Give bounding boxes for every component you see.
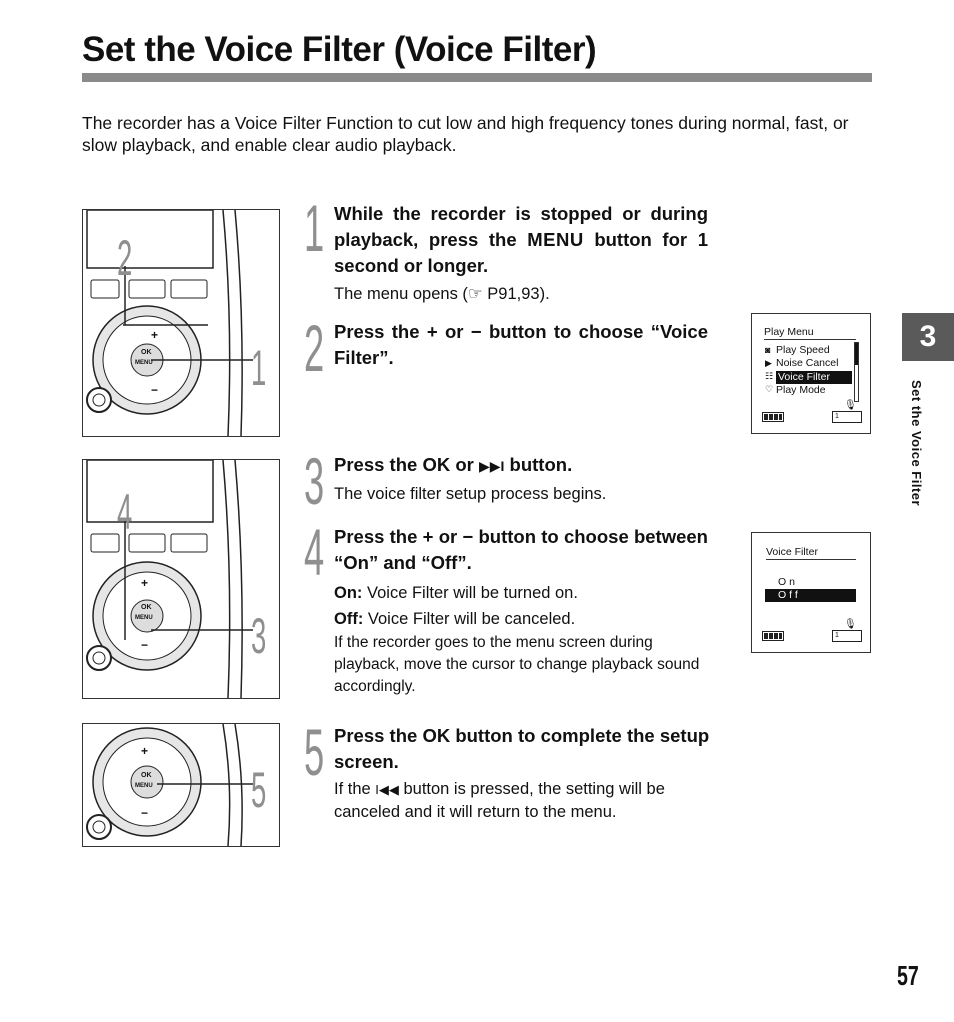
lcd-item-icons bbox=[765, 344, 775, 398]
plus-button-label: + bbox=[141, 744, 149, 758]
lcd-menu-item: Play Speed bbox=[776, 344, 830, 356]
step-2-heading bbox=[334, 319, 708, 371]
step-text: Press the bbox=[334, 454, 423, 475]
lcd-option-selected: O f f bbox=[765, 589, 856, 602]
ok-button-label: OK bbox=[141, 349, 152, 356]
step-text: Press the bbox=[334, 321, 427, 342]
step-text: or bbox=[450, 454, 479, 475]
step-1-sub: The menu opens (☞ P91,93). bbox=[334, 285, 550, 303]
step-text: button to choose between “On” and “Off”. bbox=[334, 526, 708, 573]
step-5-heading bbox=[334, 723, 712, 775]
lcd-divider bbox=[764, 339, 856, 340]
off-label: Off: bbox=[334, 610, 364, 628]
step-4-heading bbox=[334, 524, 708, 576]
plus-icon: + bbox=[426, 321, 438, 342]
step-text: button to choose “Voice Filter”. bbox=[334, 321, 709, 368]
on-text: Voice Filter will be turned on. bbox=[362, 584, 578, 602]
lcd-menu-item: Play Mode bbox=[776, 384, 826, 396]
callout-number: 5 bbox=[251, 762, 267, 818]
step-text: button to complete the setup screen. bbox=[334, 725, 710, 772]
step-text: If the bbox=[334, 780, 376, 798]
page-title: Set the Voice Filter (Voice Filter) bbox=[82, 30, 597, 69]
lcd-play-menu bbox=[751, 313, 871, 434]
step-5-sub bbox=[334, 778, 712, 823]
play-speed-icon: ◙ bbox=[765, 345, 771, 355]
step-text: button. bbox=[504, 454, 573, 475]
lcd-voice-filter bbox=[751, 532, 871, 653]
menu-button-label: MENU bbox=[135, 615, 153, 621]
step-text: button is pressed, the setting will be canceled and it will return to the menu. bbox=[334, 780, 665, 821]
battery-icon bbox=[762, 631, 784, 641]
device-illustration-2 bbox=[82, 459, 280, 699]
step-text: or bbox=[437, 321, 471, 342]
step-4-note: If the recorder goes to the menu screen during playback, move the cursor to change playback sound accordingly. bbox=[334, 634, 700, 695]
menu-button-ref: MENU bbox=[527, 229, 584, 250]
device-illustration-3 bbox=[82, 723, 280, 847]
step-text: While the recorder is stopped or during playback, press the bbox=[334, 203, 708, 250]
lcd-header: Play Menu bbox=[764, 326, 814, 338]
recorder-icon bbox=[83, 724, 279, 846]
minus-icon: − bbox=[462, 526, 474, 547]
rewind-icon: I◀◀ bbox=[375, 782, 399, 797]
step-text: or bbox=[433, 526, 463, 547]
folder-indicator: 1 bbox=[832, 411, 862, 423]
on-label: On: bbox=[334, 584, 363, 602]
step-text: Press the bbox=[334, 725, 423, 746]
ok-button-label: OK bbox=[141, 604, 152, 611]
folder-indicator: 1 bbox=[832, 630, 862, 642]
menu-button-label: MENU bbox=[135, 360, 153, 366]
step-number-1: 1 bbox=[304, 191, 325, 265]
off-text: Voice Filter will be canceled. bbox=[363, 610, 576, 628]
recorder-icon bbox=[83, 460, 279, 698]
noise-cancel-icon: ▶ bbox=[765, 358, 772, 368]
step-number-4: 4 bbox=[304, 515, 325, 589]
microphone-icon: 🎙︎ bbox=[844, 619, 857, 630]
side-label-text: Set the Voice Filter bbox=[909, 380, 924, 507]
ok-button-ref: OK bbox=[422, 454, 451, 475]
step-number-5: 5 bbox=[304, 715, 325, 789]
recorder-icon bbox=[83, 210, 279, 436]
side-label bbox=[902, 380, 932, 540]
step-3-heading bbox=[334, 452, 708, 479]
lcd-option: O n bbox=[778, 576, 795, 588]
step-number-2: 2 bbox=[304, 311, 325, 385]
lcd-scrollbar bbox=[854, 342, 859, 402]
menu-button-label: MENU bbox=[135, 783, 153, 789]
callout-number: 3 bbox=[251, 608, 267, 664]
lcd-menu-item: Noise Cancel bbox=[776, 357, 839, 369]
page-number: 57 bbox=[897, 960, 919, 991]
plus-button-label: + bbox=[151, 328, 159, 342]
step-number-3: 3 bbox=[304, 444, 325, 518]
play-mode-icon: ♡ bbox=[765, 384, 774, 394]
minus-button-label: − bbox=[151, 383, 159, 397]
minus-icon: − bbox=[470, 321, 482, 342]
ok-button-ref: OK bbox=[422, 725, 451, 746]
step-3-sub: The voice filter setup process begins. bbox=[334, 485, 607, 503]
ok-button-label: OK bbox=[141, 772, 152, 779]
minus-button-label: − bbox=[141, 638, 149, 652]
chapter-tab: 3 bbox=[902, 313, 954, 361]
lcd-divider bbox=[766, 559, 856, 560]
device-illustration-1 bbox=[82, 209, 280, 437]
voice-filter-icon: ☷ bbox=[765, 371, 774, 381]
lcd-menu-item-selected: Voice Filter bbox=[776, 371, 852, 384]
step-4-off bbox=[334, 608, 575, 630]
callout-number: 4 bbox=[117, 484, 133, 540]
minus-button-label: − bbox=[141, 806, 149, 820]
microphone-icon: 🎙︎ bbox=[844, 400, 857, 411]
step-4-on bbox=[334, 582, 578, 604]
callout-number: 1 bbox=[251, 340, 267, 396]
plus-icon: + bbox=[422, 526, 434, 547]
plus-button-label: + bbox=[141, 576, 149, 590]
step-text: button for 1 second or longer. bbox=[334, 229, 708, 276]
battery-icon bbox=[762, 412, 784, 422]
intro-paragraph: The recorder has a Voice Filter Function to cut low and high frequency tones during normal, fast, or slow playback, and enable clear audio playback. bbox=[82, 113, 849, 155]
step-text: Press the bbox=[334, 526, 423, 547]
lcd-header: Voice Filter bbox=[766, 546, 818, 558]
title-rule bbox=[82, 73, 872, 82]
step-1-heading bbox=[334, 201, 708, 279]
callout-number: 2 bbox=[117, 230, 133, 286]
fast-forward-icon: ▶▶I bbox=[478, 458, 505, 474]
